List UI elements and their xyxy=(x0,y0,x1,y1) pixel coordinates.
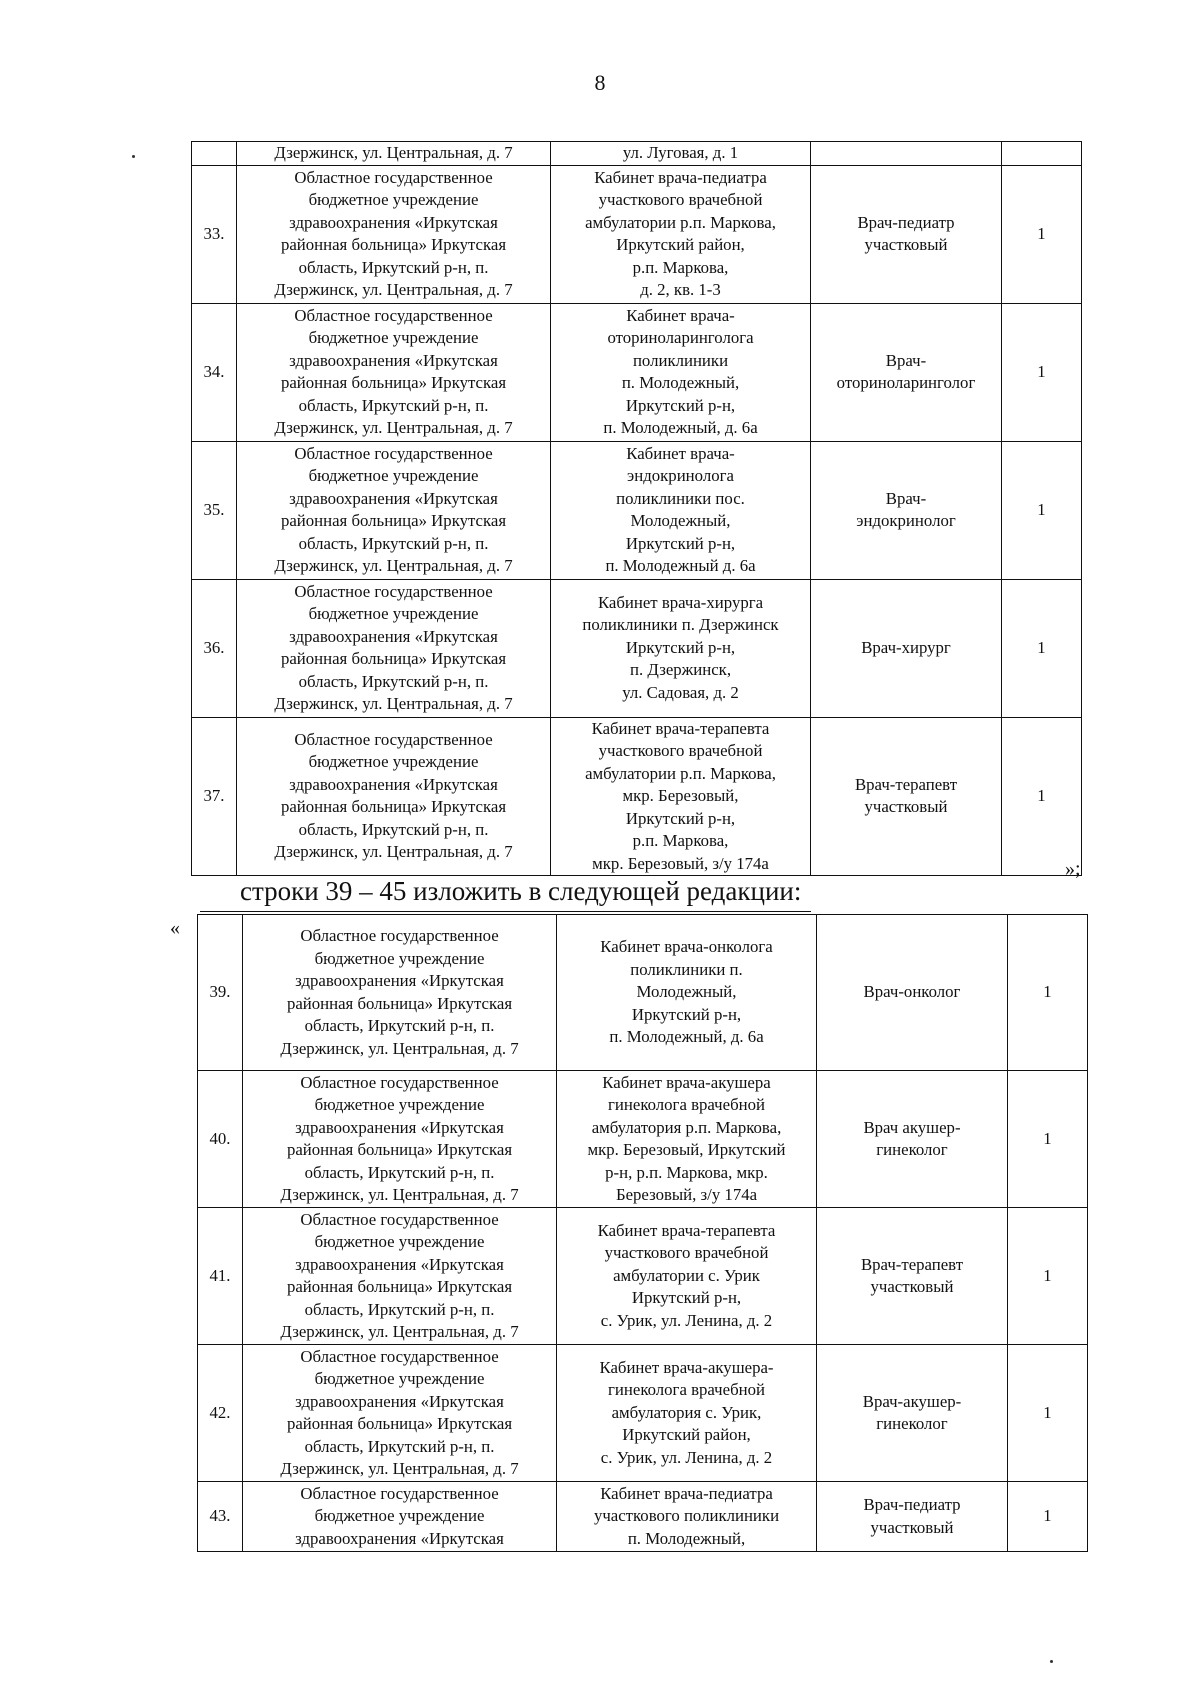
cell-line: р.п. Маркова, xyxy=(632,257,729,277)
cell-line: районная больница» Иркутская xyxy=(280,797,507,817)
cell-line: оториноларинголога xyxy=(607,328,754,347)
cell-line: Дзержинск, ул. Центральная, д. 7 xyxy=(280,1322,519,1341)
count-cell: 1 xyxy=(1002,717,1082,876)
cell-line: Врач-хирург xyxy=(861,637,951,657)
cell-line: п. Молодежный, д. 6а xyxy=(603,418,758,437)
cell-line: Кабинет врача-педиатра xyxy=(600,1483,773,1503)
cell-line: бюджетное учреждение xyxy=(314,948,485,968)
cell-line: Врач-терапевт xyxy=(854,774,958,794)
opening-quote: « xyxy=(170,917,180,939)
cell-line: Дзержинск, ул. Центральная, д. 7 xyxy=(274,556,513,575)
cell-line: Областное государственное xyxy=(300,926,499,945)
location-cell xyxy=(551,579,811,717)
table-row xyxy=(198,915,1088,1071)
cell-line: область, Иркутский р-н, п. xyxy=(298,671,489,691)
cell-line: Иркутский район, xyxy=(616,235,745,254)
cell-line: п. Молодежный, xyxy=(621,373,740,392)
cell-line: п. Молодежный, д. 6а xyxy=(609,1027,764,1047)
count-cell: 1 xyxy=(1008,1208,1088,1345)
table-row xyxy=(192,717,1082,876)
scan-speck xyxy=(132,155,135,158)
table-row xyxy=(192,165,1082,303)
scan-speck xyxy=(1050,1660,1053,1663)
organization-cell xyxy=(243,915,557,1071)
location-cell xyxy=(557,915,817,1071)
cell-line: Врач-онколог xyxy=(863,982,961,1002)
page-number: 8 xyxy=(594,70,606,95)
cell-line: участкового врачебной xyxy=(598,190,763,209)
cell-line: Кабинет врача-педиатра xyxy=(594,167,767,187)
cell-line: Кабинет врача- xyxy=(626,443,735,463)
cell-line: бюджетное учреждение xyxy=(314,1232,485,1251)
cell-line: гинеколог xyxy=(876,1140,948,1159)
cell-line: Врач-акушер- xyxy=(862,1391,962,1411)
cell-line: Иркутский р-н, xyxy=(631,1004,742,1024)
cell-line: р-н, р.п. Маркова, мкр. xyxy=(605,1162,768,1182)
cell-line: Областное государственное xyxy=(300,1209,499,1229)
organization-cell xyxy=(237,717,551,876)
cell-line: районная больница» Иркутская xyxy=(280,235,507,254)
cell-line: с. Урик, ул. Ленина, д. 2 xyxy=(600,1447,773,1467)
row-number-cell: 43. xyxy=(198,1482,243,1552)
cell-line: здравоохранения «Иркутская xyxy=(295,1117,504,1137)
cell-line: бюджетное учреждение xyxy=(308,466,479,485)
cell-line: область, Иркутский р-н, п. xyxy=(304,1162,495,1182)
cell-line: бюджетное учреждение xyxy=(308,752,479,772)
organization-cell xyxy=(237,579,551,717)
amendment-instruction xyxy=(240,876,801,906)
row-number-cell: 36. xyxy=(192,579,237,717)
cell-line: бюджетное учреждение xyxy=(314,1369,485,1388)
cell-line: Областное государственное xyxy=(294,167,493,187)
cell-line: Кабинет врача-хирурга xyxy=(597,592,764,612)
cell-line: здравоохранения «Иркутская xyxy=(289,774,498,794)
cell-line: п. Дзержинск, xyxy=(629,660,732,680)
table-row xyxy=(192,142,1082,166)
cell-line: п. Молодежный д. 6а xyxy=(605,556,756,575)
cell-line: Областное государственное xyxy=(294,581,493,601)
row-number-cell: 33. xyxy=(192,165,237,303)
count-cell: 1 xyxy=(1008,915,1088,1071)
position-cell xyxy=(811,579,1002,717)
cell-line: Врач акушер- xyxy=(863,1117,961,1137)
cell-line: поликлиники п. xyxy=(630,959,743,979)
cell-line: область, Иркутский р-н, п. xyxy=(298,533,489,553)
cell-line: здравоохранения «Иркутская xyxy=(295,1391,504,1411)
table-row xyxy=(198,1345,1088,1482)
cell-line: Дзержинск, ул. Центральная, д. 7 xyxy=(274,143,513,162)
cell-line: Врач- xyxy=(885,488,927,508)
location-cell xyxy=(551,165,811,303)
cell-line: Кабинет врача-онколога xyxy=(600,937,773,957)
cell-line: районная больница» Иркутская xyxy=(286,1277,513,1296)
cell-line: Дзержинск, ул. Центральная, д. 7 xyxy=(274,418,513,437)
location-cell xyxy=(551,717,811,876)
cell-line: Кабинет врача- xyxy=(626,305,735,325)
cell-line: здравоохранения «Иркутская xyxy=(289,626,498,646)
cell-line: Областное государственное xyxy=(294,305,493,325)
cell-line: Иркутский район, xyxy=(622,1425,751,1445)
cell-line: Врач-педиатр xyxy=(863,1495,961,1514)
cell-line: поликлиники п. Дзержинск xyxy=(582,615,779,635)
cell-line: Кабинет врача-акушера- xyxy=(599,1357,774,1377)
cell-line: бюджетное учреждение xyxy=(308,190,479,209)
cell-line: Кабинет врача-акушера xyxy=(602,1072,771,1092)
cell-line: п. Молодежный, xyxy=(627,1528,746,1548)
location-cell xyxy=(557,1208,817,1345)
row-number-cell: 34. xyxy=(192,303,237,441)
table-row xyxy=(198,1071,1088,1208)
location-cell xyxy=(557,1071,817,1208)
row-number-cell: 35. xyxy=(192,441,237,579)
cell-line: районная больница» Иркутская xyxy=(286,993,513,1013)
organization-cell xyxy=(237,165,551,303)
cell-line: участковый xyxy=(870,1517,954,1537)
position-cell xyxy=(817,1071,1008,1208)
cell-line: Кабинет врача-терапевта xyxy=(597,1220,776,1240)
cell-line: Молодежный, xyxy=(630,511,731,530)
cell-line: Областное государственное xyxy=(300,1346,499,1366)
cell-line: поликлиники пос. xyxy=(616,488,745,508)
cell-line: амбулатории р.п. Маркова, xyxy=(585,212,776,232)
cell-line: амбулатория с. Урик, xyxy=(611,1402,762,1422)
count-cell: 1 xyxy=(1002,165,1082,303)
cell-line: бюджетное учреждение xyxy=(308,604,479,623)
organization-cell xyxy=(243,1208,557,1345)
row-number-cell xyxy=(192,142,237,166)
location-cell xyxy=(557,1345,817,1482)
cell-line: участковый xyxy=(870,1277,954,1296)
cell-line: Дзержинск, ул. Центральная, д. 7 xyxy=(280,1038,519,1058)
cell-line: Врач-педиатр xyxy=(857,212,955,232)
cell-line: Иркутский р-н, xyxy=(625,395,736,415)
cell-line: районная больница» Иркутская xyxy=(280,511,507,530)
cell-line: мкр. Березовый, з/у 174а xyxy=(592,853,769,873)
cell-line: Иркутский р-н, xyxy=(625,637,736,657)
location-cell xyxy=(557,1482,817,1552)
cell-line: участковый xyxy=(864,797,948,817)
table-row xyxy=(192,303,1082,441)
cell-line: амбулатории с. Урик xyxy=(613,1265,760,1285)
cell-line: участкового врачебной xyxy=(598,741,763,760)
cell-line: гинеколога врачебной xyxy=(608,1380,765,1400)
cell-line: область, Иркутский р-н, п. xyxy=(304,1436,495,1456)
organization-cell xyxy=(237,441,551,579)
cell-line: здравоохранения «Иркутская xyxy=(295,1254,504,1274)
positions-table-top xyxy=(191,141,1082,876)
count-cell: 1 xyxy=(1002,579,1082,717)
cell-line: участкового поликлиники xyxy=(593,1506,780,1526)
count-cell: 1 xyxy=(1008,1345,1088,1482)
cell-line: Областное государственное xyxy=(294,443,493,463)
cell-line: мкр. Березовый, xyxy=(622,786,739,805)
cell-line: районная больница» Иркутская xyxy=(280,373,507,392)
cell-line: районная больница» Иркутская xyxy=(280,649,507,668)
organization-cell xyxy=(237,142,551,166)
cell-line: область, Иркутский р-н, п. xyxy=(298,395,489,415)
count-cell: 1 xyxy=(1008,1482,1088,1552)
cell-line: ул. Луговая, д. 1 xyxy=(622,143,739,162)
instruction-rule xyxy=(200,911,811,912)
cell-line: Иркутский р-н, xyxy=(625,533,736,553)
count-cell: 1 xyxy=(1008,1071,1088,1208)
row-number-cell: 42. xyxy=(198,1345,243,1482)
position-cell xyxy=(811,303,1002,441)
cell-line: Дзержинск, ул. Центральная, д. 7 xyxy=(274,694,513,713)
cell-line: Врач- xyxy=(885,350,927,370)
table-row xyxy=(198,1482,1088,1552)
cell-line: р.п. Маркова, xyxy=(632,831,729,850)
cell-line: Иркутский р-н, xyxy=(631,1288,742,1308)
organization-cell xyxy=(243,1345,557,1482)
position-cell xyxy=(817,1345,1008,1482)
cell-line: Молодежный, xyxy=(636,982,737,1002)
position-cell xyxy=(811,441,1002,579)
count-cell: 1 xyxy=(1002,441,1082,579)
cell-line: участкового врачебной xyxy=(604,1243,769,1263)
cell-line: Областное государственное xyxy=(294,729,493,749)
location-cell xyxy=(551,142,811,166)
cell-line: Дзержинск, ул. Центральная, д. 7 xyxy=(274,842,513,862)
cell-line: здравоохранения «Иркутская xyxy=(289,488,498,508)
organization-cell xyxy=(243,1482,557,1552)
cell-line: область, Иркутский р-н, п. xyxy=(298,819,489,839)
closing-quote: »; xyxy=(1065,858,1081,880)
cell-line: Областное государственное xyxy=(300,1483,499,1503)
position-cell xyxy=(817,1482,1008,1552)
cell-line: мкр. Березовый, Иркутский xyxy=(587,1140,786,1159)
location-cell xyxy=(551,441,811,579)
position-cell xyxy=(817,915,1008,1071)
cell-line: Кабинет врача-терапевта xyxy=(591,718,770,738)
position-cell xyxy=(817,1208,1008,1345)
cell-line: Иркутский р-н, xyxy=(625,808,736,828)
cell-line: Врач-терапевт xyxy=(860,1254,964,1274)
cell-line: область, Иркутский р-н, п. xyxy=(304,1299,495,1319)
row-number-cell: 37. xyxy=(192,717,237,876)
cell-line: участковый xyxy=(864,235,948,254)
cell-line: амбулатории р.п. Маркова, xyxy=(585,763,776,783)
table-row xyxy=(198,1208,1088,1345)
cell-line: область, Иркутский р-н, п. xyxy=(298,257,489,277)
row-number-cell: 39. xyxy=(198,915,243,1071)
cell-line: здравоохранения «Иркутская xyxy=(295,971,504,990)
cell-line: гинеколог xyxy=(876,1414,948,1433)
cell-line: бюджетное учреждение xyxy=(314,1095,485,1114)
cell-line: здравоохранения «Иркутская xyxy=(289,350,498,370)
cell-line: Дзержинск, ул. Центральная, д. 7 xyxy=(274,280,513,299)
position-cell xyxy=(811,142,1002,166)
row-number-cell: 40. xyxy=(198,1071,243,1208)
cell-line: амбулатория р.п. Маркова, xyxy=(591,1117,782,1137)
organization-cell xyxy=(237,303,551,441)
cell-line: Дзержинск, ул. Центральная, д. 7 xyxy=(280,1185,519,1204)
cell-line: область, Иркутский р-н, п. xyxy=(304,1016,495,1035)
cell-line: д. 2, кв. 1-3 xyxy=(640,280,721,299)
cell-line: с. Урик, ул. Ленина, д. 2 xyxy=(600,1310,773,1330)
cell-line: Березовый, з/у 174а xyxy=(615,1185,758,1204)
table-row xyxy=(192,579,1082,717)
cell-line: Дзержинск, ул. Центральная, д. 7 xyxy=(280,1459,519,1478)
instruction-text: строки 39 – 45 изложить в следующей редакции: xyxy=(240,876,802,906)
cell-line: эндокринолог xyxy=(856,511,956,530)
cell-line: ул. Садовая, д. 2 xyxy=(622,682,739,702)
table-row xyxy=(192,441,1082,579)
cell-line: поликлиники xyxy=(632,350,729,370)
cell-line: бюджетное учреждение xyxy=(308,328,479,347)
cell-line: гинеколога врачебной xyxy=(608,1095,765,1114)
count-cell: 1 xyxy=(1002,303,1082,441)
cell-line: здравоохранения «Иркутская xyxy=(289,212,498,232)
position-cell xyxy=(811,165,1002,303)
location-cell xyxy=(551,303,811,441)
cell-line: Областное государственное xyxy=(300,1072,499,1092)
cell-line: оториноларинголог xyxy=(836,373,976,392)
positions-table-bottom xyxy=(197,914,1088,1552)
row-number-cell: 41. xyxy=(198,1208,243,1345)
position-cell xyxy=(811,717,1002,876)
cell-line: бюджетное учреждение xyxy=(314,1506,485,1526)
cell-line: районная больница» Иркутская xyxy=(286,1414,513,1433)
cell-line: здравоохранения «Иркутская xyxy=(295,1528,504,1548)
count-cell xyxy=(1002,142,1082,166)
organization-cell xyxy=(243,1071,557,1208)
cell-line: эндокринолога xyxy=(627,466,734,485)
cell-line: районная больница» Иркутская xyxy=(286,1140,513,1159)
